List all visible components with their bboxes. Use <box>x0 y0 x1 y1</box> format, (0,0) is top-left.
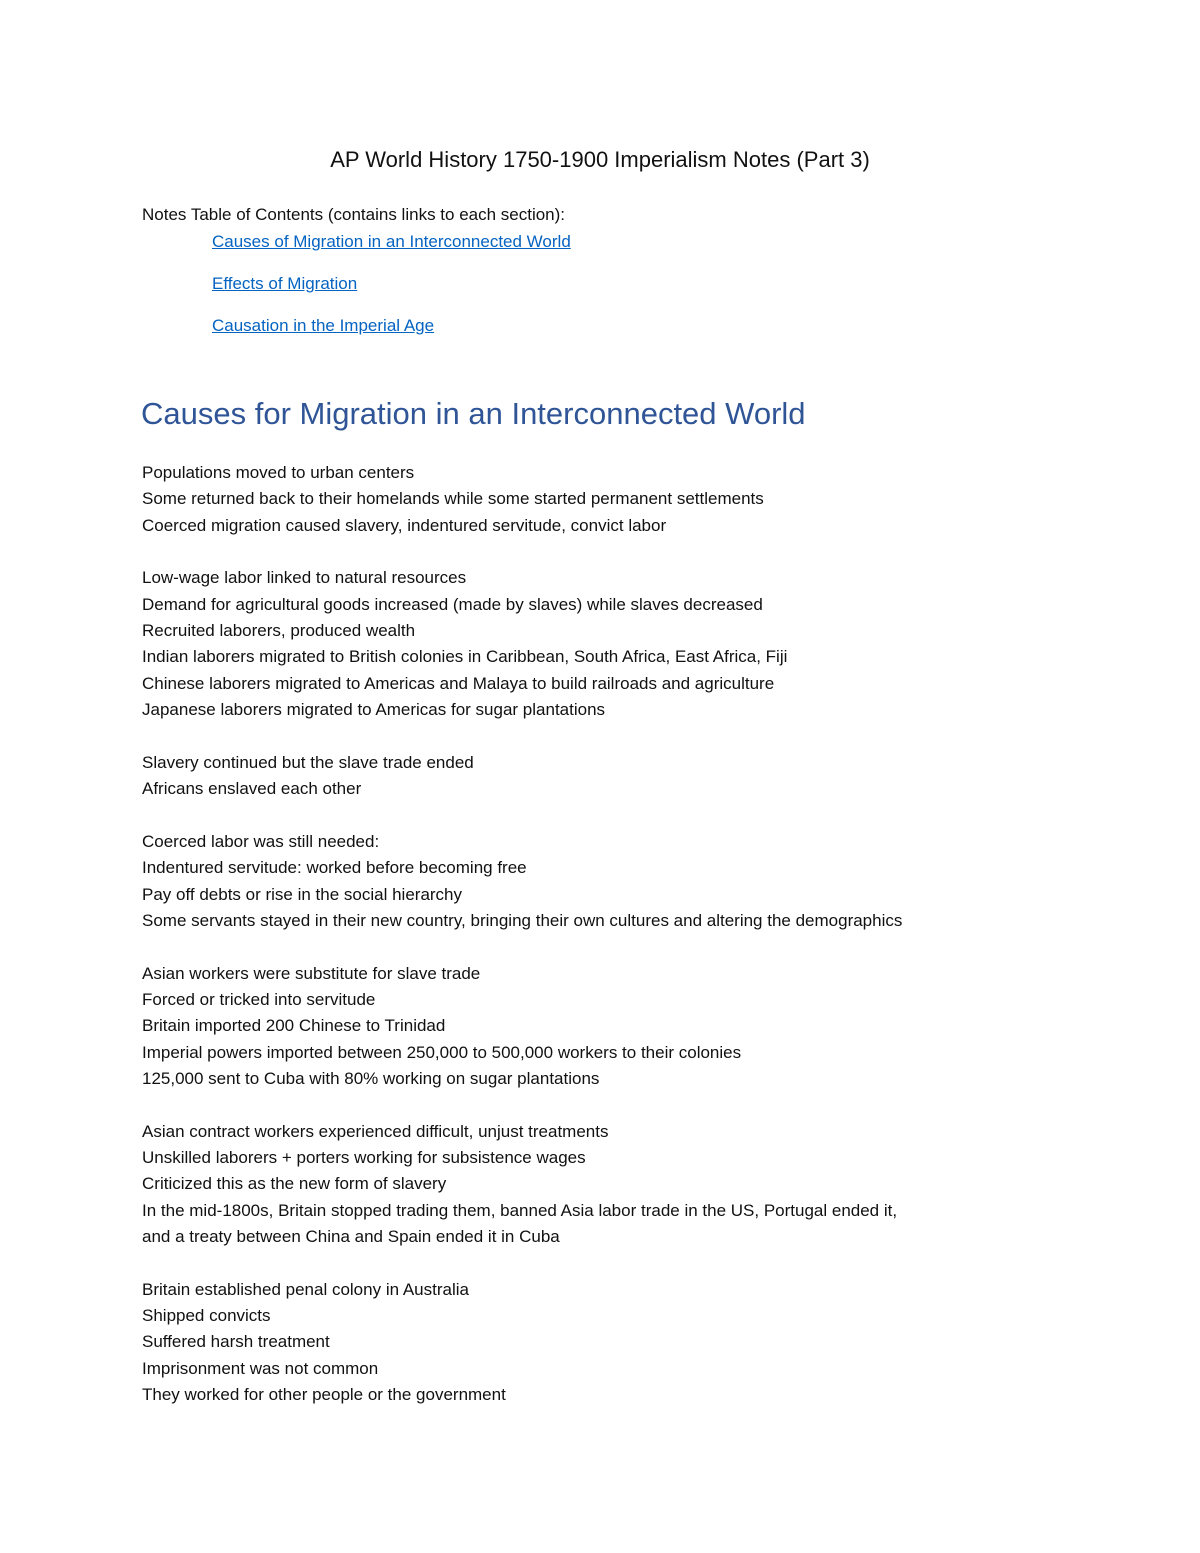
blank-line <box>142 934 1152 960</box>
blank-line <box>142 1092 1152 1118</box>
note-line: Unskilled laborers + porters working for subsistence wages <box>142 1147 586 1167</box>
toc-link-causes-of-migration[interactable]: Causes of Migration in an Interconnected World <box>212 232 571 251</box>
note-line: Chinese laborers migrated to Americas and Malaya to build railroads and agriculture <box>142 673 775 693</box>
note-line: Some servants stayed in their new country, bringing their own cultures and altering the demographics <box>142 910 903 930</box>
note-line: They worked for other people or the government <box>142 1385 506 1405</box>
note-line: Criticized this as the new form of slavery <box>142 1174 447 1194</box>
note-line: Imprisonment was not common <box>142 1358 379 1378</box>
note-line: Forced or tricked into servitude <box>142 989 376 1009</box>
note-line: Asian contract workers experienced difficult, unjust treatments <box>142 1121 609 1141</box>
blank-line <box>142 1250 1152 1276</box>
note-line: Low-wage labor linked to natural resources <box>142 568 467 588</box>
blank-line <box>142 723 1152 749</box>
note-line: Japanese laborers migrated to Americas for sugar plantations <box>142 700 606 720</box>
note-line: Coerced migration caused slavery, indentured servitude, convict labor <box>142 515 667 535</box>
note-line: Britain established penal colony in Australia <box>142 1279 469 1299</box>
note-line: Asian workers were substitute for slave trade <box>142 963 481 983</box>
note-line: Populations moved to urban centers <box>142 463 415 482</box>
notes-list <box>142 460 1152 1408</box>
note-line: Suffered harsh treatment <box>142 1332 330 1352</box>
note-line: Recruited laborers, produced wealth <box>142 621 416 641</box>
section-heading: Causes for Migration in an Interconnected World <box>141 396 806 431</box>
toc-link-effects-of-migration[interactable]: Effects of Migration <box>212 274 358 293</box>
note-line: Some returned back to their homelands while some started permanent settlements <box>142 489 764 509</box>
note-line: Indian laborers migrated to British colonies in Caribbean, South Africa, East Africa, Fiji <box>142 647 788 667</box>
document-title: AP World History 1750-1900 Imperialism Notes (Part 3) <box>330 147 870 172</box>
note-line: Slavery continued but the slave trade ended <box>142 752 474 772</box>
note-line: Imperial powers imported between 250,000 to 500,000 workers to their colonies <box>142 1042 742 1062</box>
note-line: Shipped convicts <box>142 1306 271 1325</box>
blank-line <box>142 539 1152 565</box>
toc-link-causation-imperial-age[interactable]: Causation in the Imperial Age <box>212 316 435 335</box>
note-line: 125,000 sent to Cuba with 80% working on sugar plantations <box>142 1068 600 1088</box>
note-line: In the mid-1800s, Britain stopped trading them, banned Asia labor trade in the US, Portugal ended it, <box>142 1200 898 1220</box>
note-line: Britain imported 200 Chinese to Trinidad <box>142 1016 446 1036</box>
toc-intro: Notes Table of Contents (contains links to each section): <box>142 205 566 224</box>
note-line: and a treaty between China and Spain ended it in Cuba <box>142 1226 560 1246</box>
note-line: Pay off debts or rise in the social hierarchy <box>142 884 463 904</box>
note-line: Coerced labor was still needed: <box>142 831 380 851</box>
blank-line <box>142 802 1152 828</box>
note-line: Africans enslaved each other <box>142 779 362 799</box>
note-line: Demand for agricultural goods increased (made by slaves) while slaves decreased <box>142 594 763 614</box>
note-line: Indentured servitude: worked before becoming free <box>142 858 527 878</box>
